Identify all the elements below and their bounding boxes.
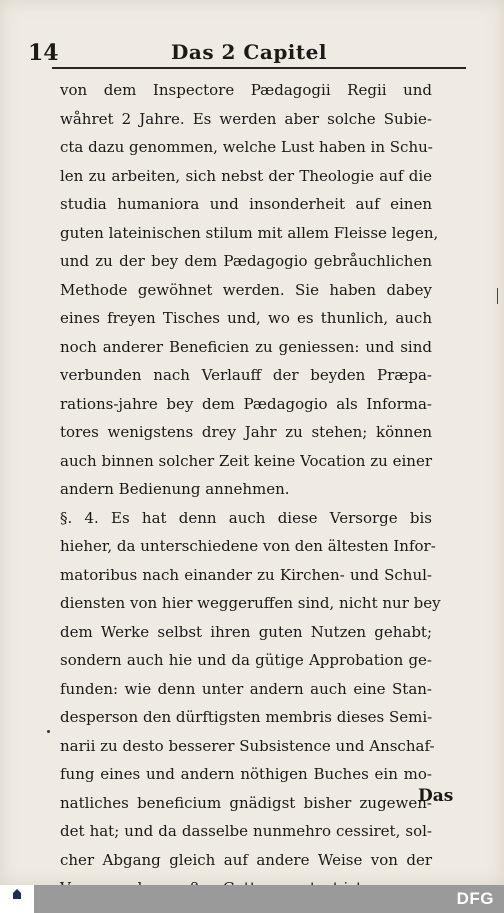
text-line: natliches beneficium gnädigst bisher zugewen-: [60, 793, 432, 812]
text-line: von dem Inspectore Pædagogii Regii und: [60, 81, 432, 99]
footer-bar: [0, 885, 504, 913]
text-line: guten lateinischen stilum mit allem Fleisse legen,: [60, 223, 439, 242]
text-line: rations-jahre bey dem Pædagogio als Informa-: [60, 394, 432, 413]
text-line: cher Abgang gleich auf andere Weise von der: [60, 850, 432, 869]
text-line: noch anderer Beneficien zu geniessen: und sind: [60, 337, 432, 356]
text-line: verbunden nach Verlauff der beyden Præpa-: [60, 366, 432, 384]
dfg-logo: DFG: [456, 889, 494, 908]
margin-dot: [47, 730, 50, 733]
catchword: Das: [418, 786, 454, 806]
text-line: hieher, da unterschiedene von den ältesten Infor-: [60, 537, 436, 555]
body-text: [60, 76, 441, 903]
page-header: [22, 38, 476, 68]
text-line: eines freyen Tisches und, wo es thunlich, auch: [60, 309, 432, 327]
text-line: Methode gewöhnet werden. Sie haben dabey: [60, 280, 432, 299]
text-line: cta dazu genommen, welche Lust haben in Schu-: [60, 138, 433, 156]
margin-mark: [497, 288, 498, 304]
text-line: wåhret 2 Jahre. Es werden aber solche Subie-: [60, 109, 432, 128]
text-line: dem Werke selbst ihren guten Nutzen gehabt;: [60, 622, 432, 641]
text-line: diensten von hier weggeruffen sind, nicht nur bey: [60, 594, 441, 612]
text-line: matoribus nach einander zu Kirchen- und Schul-: [60, 565, 432, 584]
page-number: 14: [28, 40, 59, 66]
text-line: studia humaniora und insonderheit auf einen: [60, 195, 432, 213]
text-line: desperson den dürftigsten membris dieses Semi-: [60, 708, 433, 726]
text-line: len zu arbeiten, sich nebst der Theologie auf die: [60, 166, 432, 185]
text-line: narii zu desto besserer Subsistence und Anschaf-: [60, 736, 435, 755]
text-line: und zu der bey dem Pædagogio gebråuchlichen: [60, 252, 432, 270]
text-line: §. 4. Es hat denn auch diese Versorge bis: [60, 508, 432, 527]
text-line: sondern auch hie und da gütige Approbation ge-: [60, 651, 432, 669]
text-line: auch binnen solcher Zeit keine Vocation zu einer: [60, 451, 432, 470]
header-rule: [52, 67, 466, 69]
running-title: Das 2 Capitel: [171, 40, 327, 64]
text-line: fung eines und andern nöthigen Buches ein mo-: [60, 765, 432, 783]
text-line: andern Bedienung annehmen.: [60, 480, 290, 498]
text-line: tores wenigstens drey Jahr zu stehen; können: [60, 423, 432, 441]
text-line: funden: wie denn unter andern auch eine Stan-: [60, 679, 432, 698]
text-line: det hat; und da dasselbe nunmehro cessiret, sol-: [60, 822, 432, 840]
